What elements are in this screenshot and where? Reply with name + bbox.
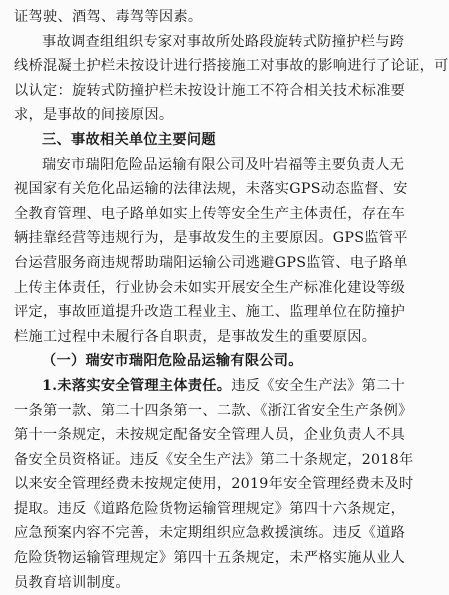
text-line: 上传主体责任，行业协会未如实开展安全生产标准化建设等级 <box>14 279 406 296</box>
text-line: 全教育管理、电子路单如实上传等安全生产主体责任，存在车 <box>14 205 406 222</box>
item-title: 1.未落实安全管理主体责任。 <box>42 377 232 394</box>
text-line <box>14 374 406 399</box>
text-line: 评定，事故匝道提升改造工程业主、施工、监理单位在防撞护 <box>14 304 406 321</box>
text-line: 备安全员资格证。违反《安全生产法》第二十条规定，2018年 <box>14 451 414 468</box>
text-line: 危险货物运输管理规定》第四十五条规定，未严格实施从业人 <box>14 550 406 567</box>
text-line: 事故调查组组织专家对事故所处路段旋转式防撞护栏与跨 <box>42 33 405 50</box>
text-line: 提取。违反《道路危险货物运输管理规定》第四十六条规定， <box>14 500 406 517</box>
subsection-heading: （一）瑞安市瑞阳危险品运输有限公司。 <box>42 353 303 370</box>
text-line: 员教育培训制度。 <box>14 574 130 591</box>
text-line: 辆挂靠经营等违规行为，是事故发生的主要原因。GPS监管平 <box>14 230 408 247</box>
text-line: 应急预案内容不完善，未定期组织应急救援演练。违反《道路 <box>14 525 406 542</box>
text-line: 一条第一款、第二十四条第一、二款、《浙江省安全生产条例》 <box>14 402 413 419</box>
text-line: 以来安全管理经费未按规定使用，2019年安全管理经费未及时 <box>14 476 414 493</box>
text-line: 第十一条规定，未按规定配备安全管理人员，企业负责人不具 <box>14 427 406 444</box>
text-line: 瑞安市瑞阳危险品运输有限公司及叶岩福等主要负责人无 <box>42 156 405 173</box>
text-line: 台运营服务商违规帮助瑞阳运输公司逃避GPS监管、电子路单 <box>14 254 408 271</box>
text-line: 视国家有关危化品运输的法律法规，未落实GPS动态监督、安 <box>14 181 408 198</box>
text-line: 证驾驶、酒驾、毒驾等因素。 <box>14 9 203 25</box>
text-line: 线桥混凝土护栏未按设计进行搭接施工对事故的影响进行了论证，可 <box>14 58 449 75</box>
text-line: 栏施工过程中未履行各自职责，是事故发生的重要原因。 <box>14 328 377 345</box>
text-line: 求，是事故的间接原因。 <box>14 107 174 124</box>
item-text: 违反《安全生产法》第二十 <box>231 377 406 394</box>
text-line: 以认定：旋转式防撞护栏未按设计施工不符合相关技术标准要 <box>14 82 406 99</box>
section-heading: 三、事故相关单位主要问题 <box>42 131 216 148</box>
